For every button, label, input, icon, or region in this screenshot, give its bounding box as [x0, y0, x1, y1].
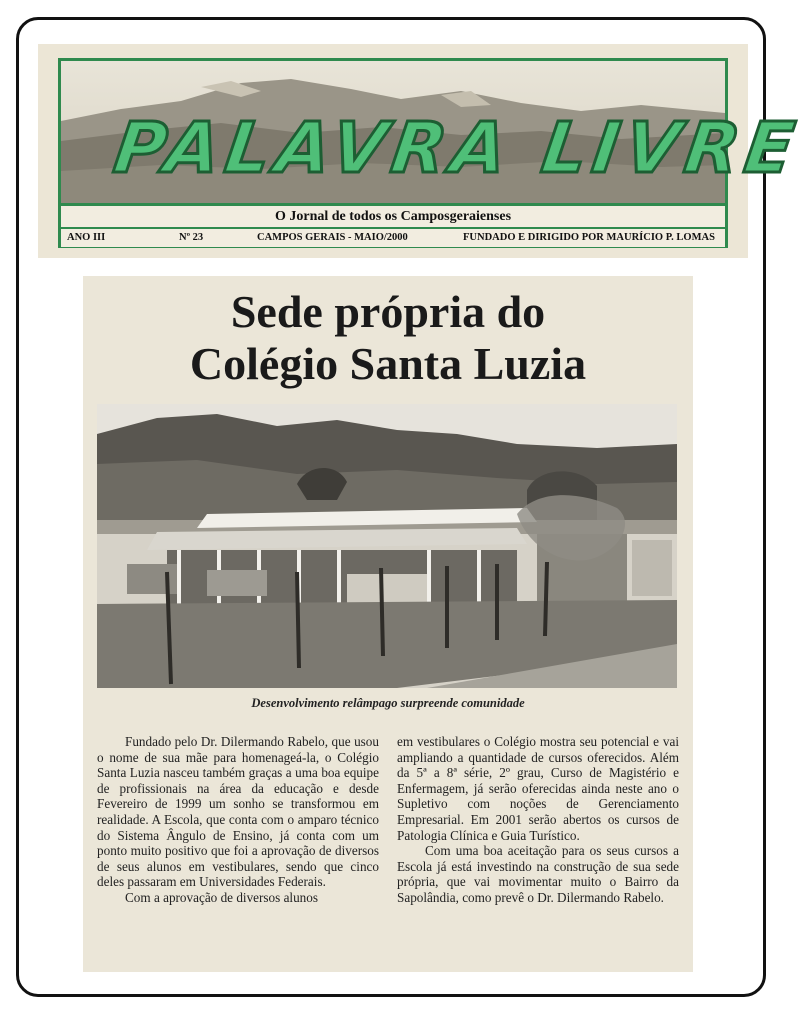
newspaper-title-logo: PALAVRA LIVRE [109, 107, 805, 189]
year-label: ANO III [67, 232, 106, 243]
article-column-2 [397, 734, 679, 906]
masthead [38, 44, 805, 258]
issue-info-bar [61, 227, 725, 247]
paragraph: Com a aprovação de diversos alunos [125, 889, 318, 905]
headline-line-1: Sede própria do [230, 286, 546, 337]
paragraph: Com uma boa aceitação para os seus cursos a Escola já está investindo na construção de sua sede própria, que vai movimentar muito o Bairro da Sapolândia, como prevê o Dr. Dilermando Rabelo. [397, 843, 679, 905]
issue-number: Nº 23 [179, 232, 204, 243]
newspaper-tagline: O Jornal de todos os Camposgeraienses [61, 203, 725, 228]
article-headline [83, 286, 693, 390]
article [83, 276, 693, 972]
headline-line-2: Colégio Santa Luzia [189, 338, 587, 389]
paragraph: Fundado pelo Dr. Dilermando Rabelo, que usou o nome de sua mãe para homenageá-la, o Colégio Santa Luzia nasceu também graças a uma boa equipe de profissionais na área da educação e desde Fevereiro de 1999 um sonho se transformou em realidade. A Escola, que conta com o amparo técnico do Sistema Ângulo de Ensino, já conta com um ponto muito positivo que foi a aprovação de diversos de seus alunos em vestibulares, sendo que cinco deles passaram em Universidades Federais. [97, 734, 379, 890]
article-column-1 [97, 734, 379, 906]
paragraph: em vestibulares o Colégio mostra seu potencial e vai ampliando a quantidade de cursos oferecidos. Além da 5ª a 8ª série, 2º grau, Curso de Magistério e Enfermagem, já serão oferecidas ainda neste ano o Supletivo com noções de Gerenciamento Empresarial. Em 2001 serão abertos os cursos de Patologia Clínica e Guia Turístico. [397, 734, 679, 843]
masthead-box [58, 58, 805, 248]
photo-caption: Desenvolvimento relâmpago surpreende comunidade [251, 696, 525, 710]
school-building-photo [97, 404, 677, 688]
place-date: CAMPOS GERAIS - MAIO/2000 [257, 232, 408, 243]
founder-credit: FUNDADO E DIRIGIDO POR MAURÍCIO P. LOMAS [463, 232, 715, 243]
